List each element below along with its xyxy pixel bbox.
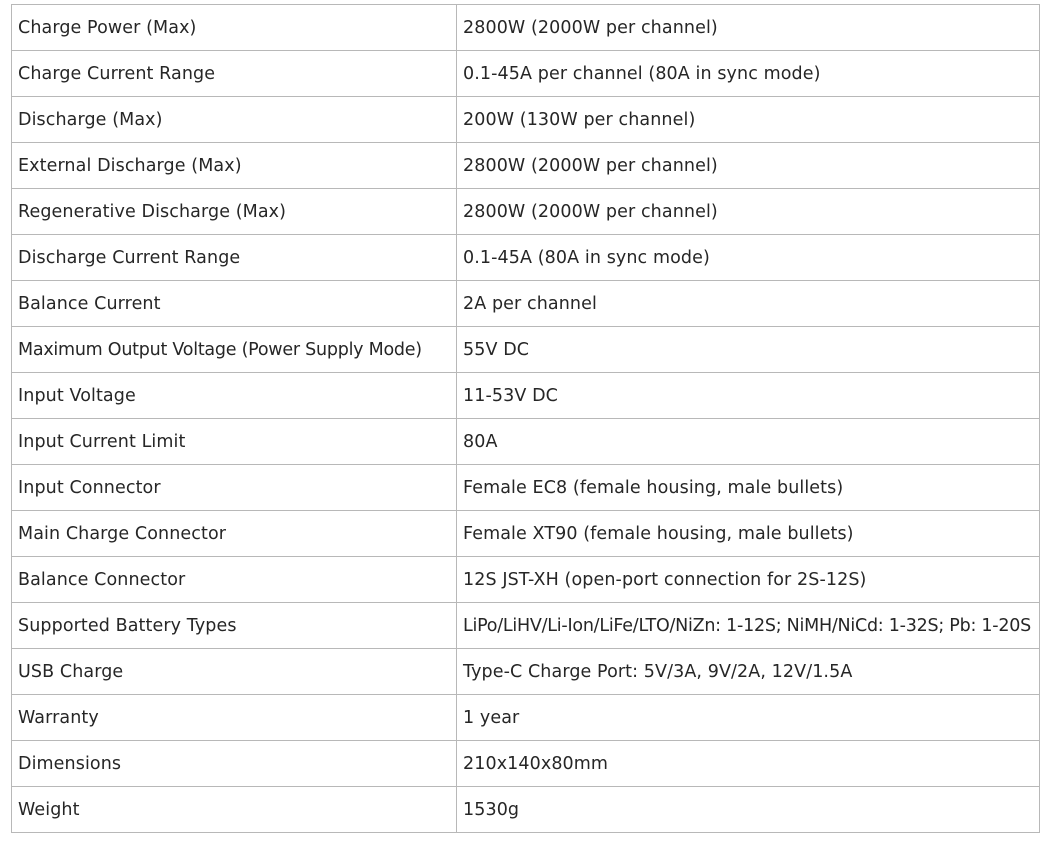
spec-label: Charge Current Range (12, 51, 457, 97)
spec-label: Input Current Limit (12, 419, 457, 465)
spec-label: USB Charge (12, 649, 457, 695)
spec-value: 1530g (457, 787, 1040, 833)
spec-label: Supported Battery Types (12, 603, 457, 649)
spec-value: Female EC8 (female housing, male bullets) (457, 465, 1040, 511)
spec-label: Warranty (12, 695, 457, 741)
table-row (12, 695, 1040, 741)
spec-label: External Discharge (Max) (12, 143, 457, 189)
table-row (12, 189, 1040, 235)
spec-label: Input Connector (12, 465, 457, 511)
table-row (12, 557, 1040, 603)
spec-value: 1 year (457, 695, 1040, 741)
spec-value: 11-53V DC (457, 373, 1040, 419)
spec-value: 2A per channel (457, 281, 1040, 327)
spec-value: 2800W (2000W per channel) (457, 5, 1040, 51)
table-row (12, 465, 1040, 511)
table-row (12, 143, 1040, 189)
spec-label: Maximum Output Voltage (Power Supply Mode) (12, 327, 457, 373)
spec-value: 2800W (2000W per channel) (457, 143, 1040, 189)
spec-label: Balance Current (12, 281, 457, 327)
specs-table (11, 4, 1040, 833)
table-row (12, 51, 1040, 97)
table-row (12, 603, 1040, 649)
spec-label: Balance Connector (12, 557, 457, 603)
spec-value: 210x140x80mm (457, 741, 1040, 787)
spec-value: 0.1-45A per channel (80A in sync mode) (457, 51, 1040, 97)
table-row (12, 5, 1040, 51)
spec-value: 55V DC (457, 327, 1040, 373)
spec-value: 200W (130W per channel) (457, 97, 1040, 143)
table-row (12, 419, 1040, 465)
spec-value: 12S JST-XH (open-port connection for 2S-12S) (457, 557, 1040, 603)
table-row (12, 97, 1040, 143)
spec-label: Discharge Current Range (12, 235, 457, 281)
spec-label: Input Voltage (12, 373, 457, 419)
spec-label: Weight (12, 787, 457, 833)
spec-value: Female XT90 (female housing, male bullets) (457, 511, 1040, 557)
table-row (12, 235, 1040, 281)
spec-label: Dimensions (12, 741, 457, 787)
spec-value: Type-C Charge Port: 5V/3A, 9V/2A, 12V/1.5A (457, 649, 1040, 695)
table-row (12, 649, 1040, 695)
table-row (12, 511, 1040, 557)
table-row (12, 741, 1040, 787)
spec-label: Regenerative Discharge (Max) (12, 189, 457, 235)
table-row (12, 327, 1040, 373)
table-row (12, 787, 1040, 833)
spec-label: Charge Power (Max) (12, 5, 457, 51)
table-row (12, 281, 1040, 327)
spec-label: Discharge (Max) (12, 97, 457, 143)
spec-value: 2800W (2000W per channel) (457, 189, 1040, 235)
spec-value: LiPo/LiHV/Li-Ion/LiFe/LTO/NiZn: 1-12S; NiMH/NiCd: 1-32S; Pb: 1-20S (457, 603, 1040, 649)
spec-label: Main Charge Connector (12, 511, 457, 557)
spec-value: 0.1-45A (80A in sync mode) (457, 235, 1040, 281)
spec-value: 80A (457, 419, 1040, 465)
table-row (12, 373, 1040, 419)
